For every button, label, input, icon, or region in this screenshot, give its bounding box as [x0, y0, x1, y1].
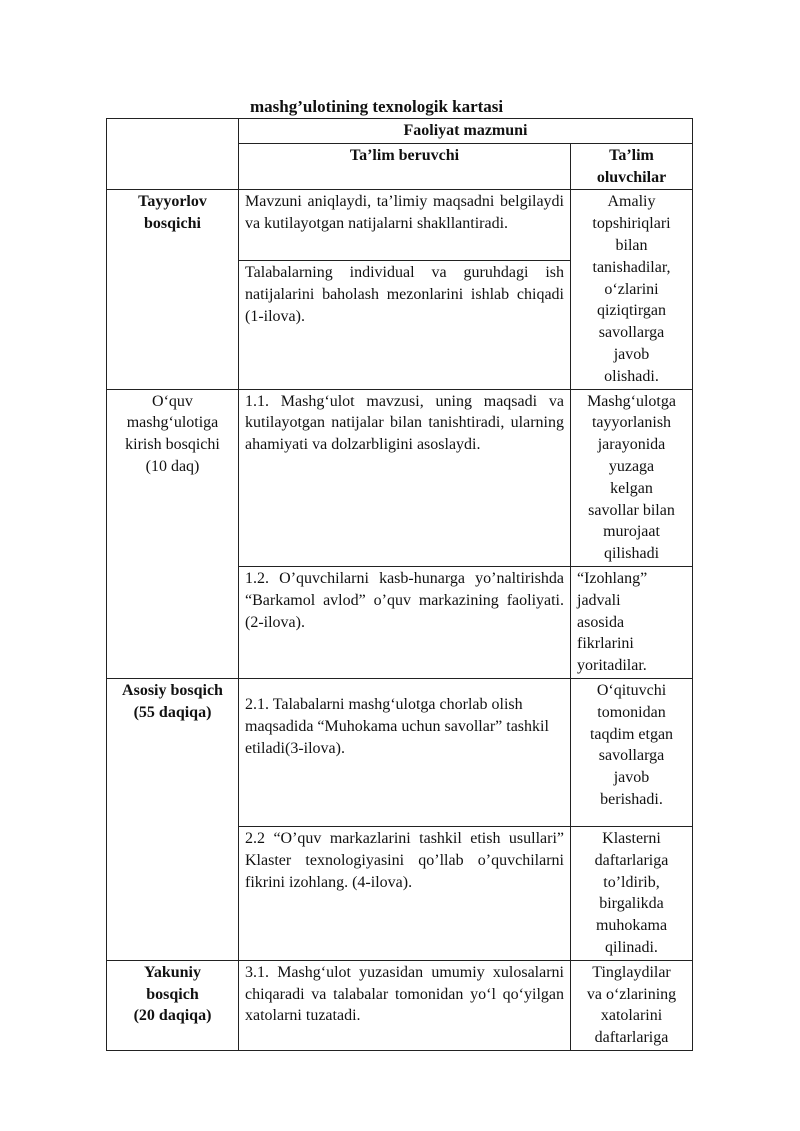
student-activity-line: javob — [613, 769, 650, 787]
student-activity-line: qilishadi — [603, 545, 660, 563]
student-activity — [571, 566, 693, 678]
teacher-activity: 1.2. O’quvchilarni kasb-hunarga yo’naltirishda “Barkamol avlod” o’quv markazining faoliyati. (2-ilova). — [239, 566, 571, 678]
student-activity-line: asosida — [577, 613, 625, 631]
student-activity-line: berishadi. — [600, 790, 663, 808]
student-activity-line: “Izohlang” — [577, 569, 648, 587]
student-activity-line: Tinglaydilar — [592, 963, 671, 981]
teacher-activity: 2.2 “O’quv markazlarini tashkil etish usullari” Klaster texnologiyasini qo’llab o’quvchilarni fikrini izohlang. (4-ilova). — [239, 826, 571, 960]
stage-name-line: (55 daqiqa) — [133, 703, 212, 721]
student-activity-line: Amaliy — [607, 193, 656, 211]
student-activity-line: olishadi. — [604, 367, 659, 385]
teacher-activity: Talabalarning individual va guruhdagi ish natijalarini baholash mezonlarini ishlab chiqadi (1-ilova). — [239, 260, 571, 389]
student-activity-line: murojaat — [603, 523, 660, 541]
student-activity-line: O‘qituvchi — [596, 681, 667, 699]
student-activity-line: yoritadilar. — [577, 657, 647, 675]
student-activity-line: muhokama — [595, 917, 668, 935]
stage-name-line: Asosiy bosqich — [122, 681, 223, 699]
technology-card-table — [106, 118, 693, 1051]
stage-name-line: Tayyorlov — [138, 193, 207, 211]
student-activity — [571, 826, 693, 960]
student-activity-line: daftarlariga — [594, 851, 669, 869]
student-activity-line: kelgan — [610, 479, 653, 497]
header-students-line: Ta’lim — [609, 146, 654, 164]
student-activity-line: qilinadi. — [605, 938, 658, 956]
student-activity-line: va o‘zlarining — [586, 985, 677, 1003]
stage-name-line: (10 daq) — [145, 457, 200, 475]
table-row — [107, 190, 693, 261]
table-row — [107, 960, 693, 1050]
teacher-activity: 1.1. Mashg‘ulot mavzusi, uning maqsadi va kutilayotgan natijalar bilan tanishtiradi, ularning ahamiyati va dolzarbligini asoslaydi. — [239, 389, 571, 566]
student-activity-line: tanishadilar, — [592, 258, 671, 276]
student-activity-line: birgalikda — [599, 895, 664, 913]
teacher-activity: 2.1. Talabalarni mashg‘ulotga chorlab olish maqsadida “Muhokama uchun savollar” tashkil etiladi(3-ilova). — [239, 678, 571, 826]
student-activity-line: fikrlarini — [577, 635, 634, 653]
page-title: mashg’ulotining texnologik kartasi — [250, 97, 504, 116]
stage-name-line: mashg‘ulotiga — [126, 414, 219, 432]
student-activity-line: daftarlariga — [594, 1029, 669, 1047]
header-students-line: oluvchilar — [596, 168, 667, 186]
stage-name-line: bosqichi — [144, 215, 201, 233]
teacher-activity: Mavzuni aniqlaydi, ta’limiy maqsadni belgilaydi va kutilayotgan natijalarni shakllantiradi. — [239, 190, 571, 261]
stage-name-line: Yakuniy — [144, 963, 201, 981]
student-activity-line: Klasterni — [602, 829, 661, 847]
header-row-1 — [107, 119, 693, 144]
student-activity — [571, 960, 693, 1050]
teacher-activity: 3.1. Mashg‘ulot yuzasidan umumiy xulosalarni chiqaradi va talabalar tomonidan yo‘l qo‘yilgan xatolarni tuzatadi. — [239, 960, 571, 1050]
student-activity-line: taqdim etgan — [589, 725, 674, 743]
stage-name-line: bosqich — [146, 985, 199, 1003]
student-activity-line: tomonidan — [597, 703, 666, 721]
student-activity-line: xatolarini — [600, 1007, 663, 1025]
stage-name-line: kirish bosqichi — [125, 436, 220, 454]
student-activity-line: jarayonida — [597, 436, 666, 454]
student-activity-line: Mashg‘ulotga — [587, 392, 676, 410]
header-empty-cell — [107, 119, 239, 190]
student-activity-line: savollarga — [598, 324, 665, 342]
stage-name — [107, 678, 239, 960]
student-activity-line: qiziqtirgan — [596, 302, 667, 320]
student-activity-line: bilan — [615, 236, 648, 254]
student-activity-line: savollarga — [598, 747, 665, 765]
table-row — [107, 389, 693, 566]
table-row — [107, 678, 693, 826]
header-activity: Faoliyat mazmuni — [239, 119, 693, 144]
student-activity — [571, 190, 693, 389]
student-activity-line: jadvali — [577, 591, 621, 609]
student-activity-line: to’ldirib, — [603, 873, 660, 891]
stage-name-line: (20 daqiqa) — [133, 1007, 212, 1025]
header-students — [571, 143, 693, 190]
student-activity — [571, 389, 693, 566]
stage-name — [107, 190, 239, 389]
student-activity — [571, 678, 693, 826]
student-activity-line: yuzaga — [608, 457, 655, 475]
student-activity-line: topshiriqlari — [592, 215, 671, 233]
stage-name — [107, 389, 239, 678]
stage-name-line: O‘quv — [152, 392, 193, 410]
header-teacher: Ta’lim beruvchi — [239, 143, 571, 190]
stage-name — [107, 960, 239, 1050]
student-activity-line: savollar bilan — [588, 501, 675, 519]
student-activity-line: tayyorlanish — [591, 414, 672, 432]
student-activity-line: o‘zlarini — [604, 280, 659, 298]
student-activity-line: javob — [613, 345, 650, 363]
